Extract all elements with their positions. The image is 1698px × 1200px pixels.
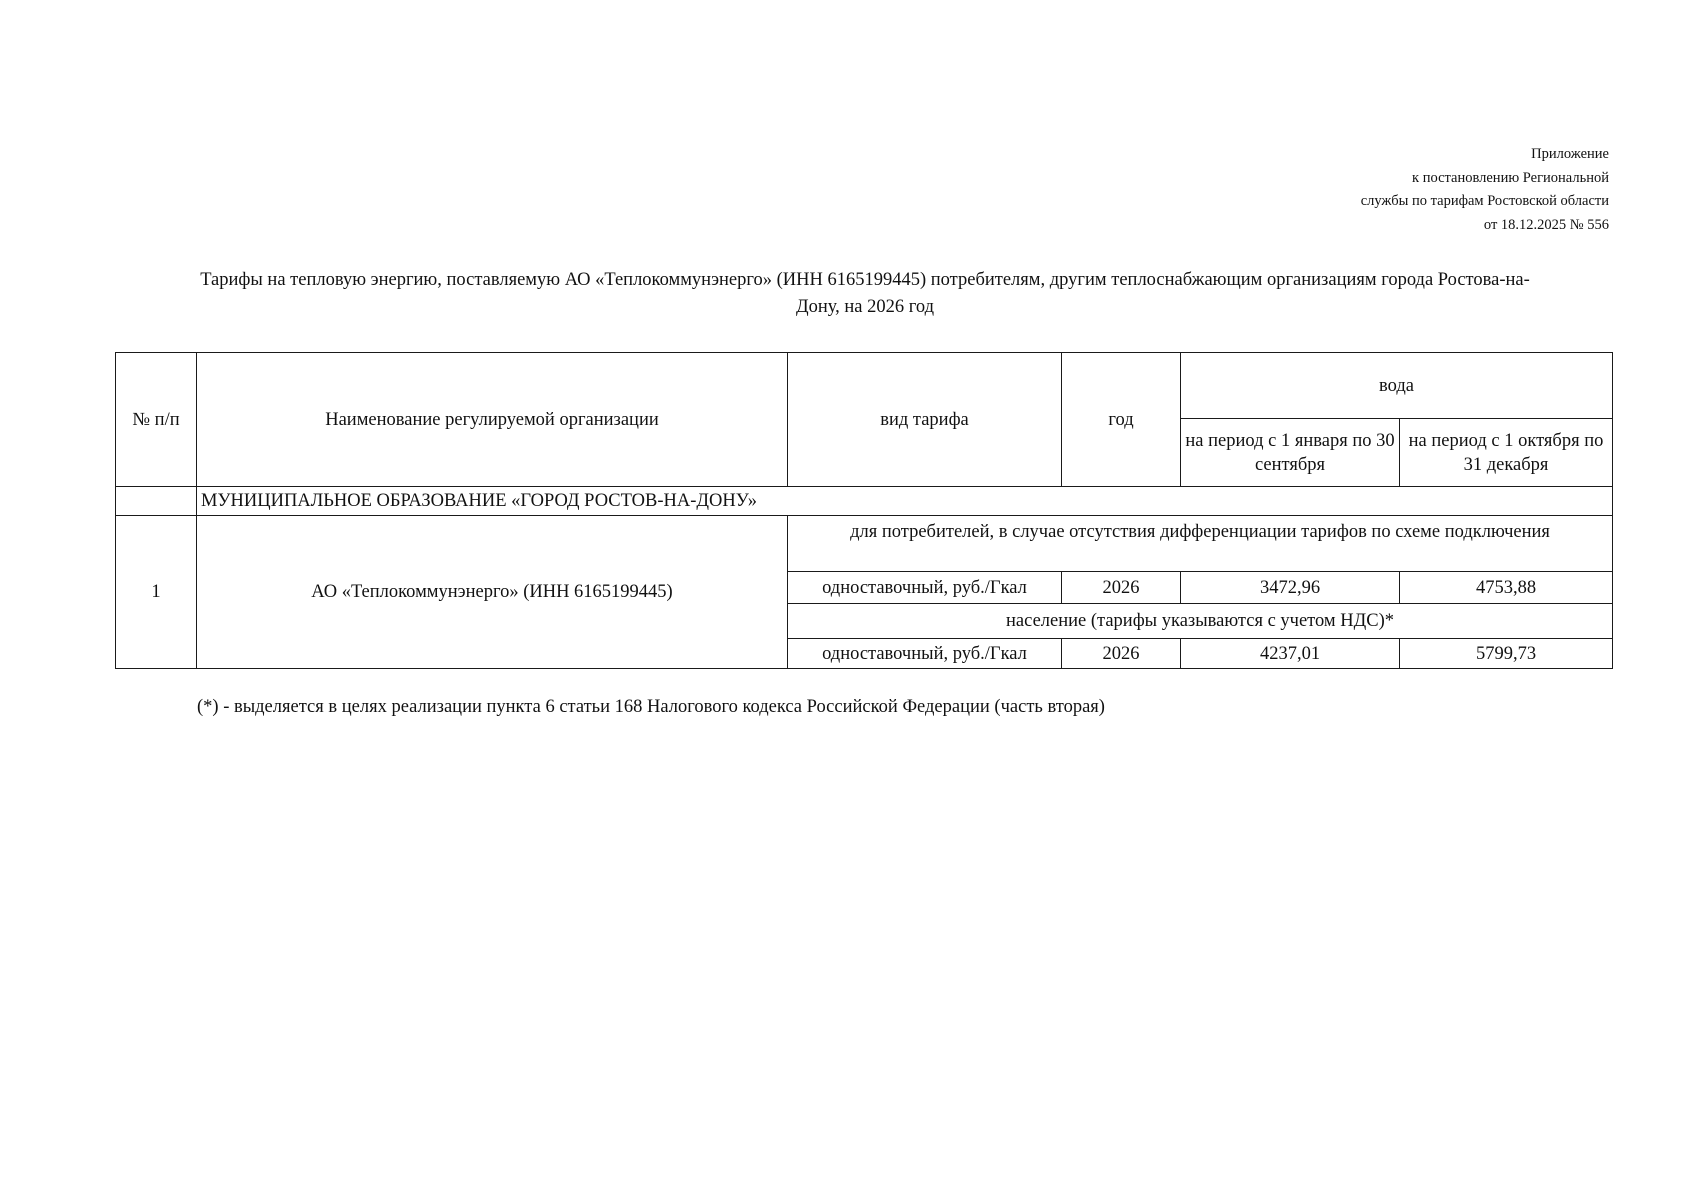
row-organization: АО «Теплокоммунэнерго» (ИНН 6165199445) — [197, 516, 788, 669]
title-line: Дону, на 2026 год — [795, 297, 935, 317]
header-year: год — [1062, 353, 1181, 487]
group-label-consumers: для потребителей, в случае отсутствия дифференциации тарифов по схеме подключения — [788, 516, 1613, 572]
header-period-2: на период с 1 октября по 31 декабря — [1400, 419, 1613, 487]
header-water: вода — [1181, 353, 1613, 419]
tariff-type-cell: одноставочный, руб./Гкал — [788, 572, 1062, 604]
appendix-line: Приложение — [1531, 146, 1609, 162]
document-title — [110, 267, 1620, 321]
header-number: № п/п — [116, 353, 197, 487]
year-cell: 2026 — [1062, 639, 1181, 669]
group-label-population: население (тарифы указываются с учетом НДС)* — [788, 604, 1613, 639]
header-tariff-type: вид тарифа — [788, 353, 1062, 487]
municipality-name: МУНИЦИПАЛЬНОЕ ОБРАЗОВАНИЕ «ГОРОД РОСТОВ-НА-ДОНУ» — [197, 487, 1613, 516]
header-organization: Наименование регулируемой организации — [197, 353, 788, 487]
period-2-value: 5799,73 — [1400, 639, 1613, 669]
footnote: (*) - выделяется в целях реализации пункта 6 статьи 168 Налогового кодекса Российской Федерации (часть вторая) — [197, 697, 1105, 717]
title-line: Тарифы на тепловую энергию, поставляемую АО «Теплокоммунэнерго» (ИНН 6165199445) потребителям, другим теплоснабжающим организациям города Ростова-на- — [200, 270, 1530, 290]
appendix-date-line: от 18.12.2025 № 556 — [1483, 216, 1609, 233]
period-1-value: 4237,01 — [1181, 639, 1400, 669]
appendix-line: к постановлению Региональной — [1412, 169, 1609, 186]
appendix-line: службы по тарифам Ростовской области — [1360, 193, 1609, 209]
year-cell: 2026 — [1062, 572, 1181, 604]
group-label-row — [116, 516, 1613, 572]
tariff-table — [115, 352, 1613, 669]
municipality-number-cell — [116, 487, 197, 516]
header-row — [116, 353, 1613, 419]
row-number: 1 — [116, 516, 197, 669]
period-1-value: 3472,96 — [1181, 572, 1400, 604]
period-2-value: 4753,88 — [1400, 572, 1613, 604]
appendix-block — [1189, 143, 1609, 237]
tariff-type-cell: одноставочный, руб./Гкал — [788, 639, 1062, 669]
municipality-row — [116, 487, 1613, 516]
header-period-1: на период с 1 января по 30 сентября — [1181, 419, 1400, 487]
